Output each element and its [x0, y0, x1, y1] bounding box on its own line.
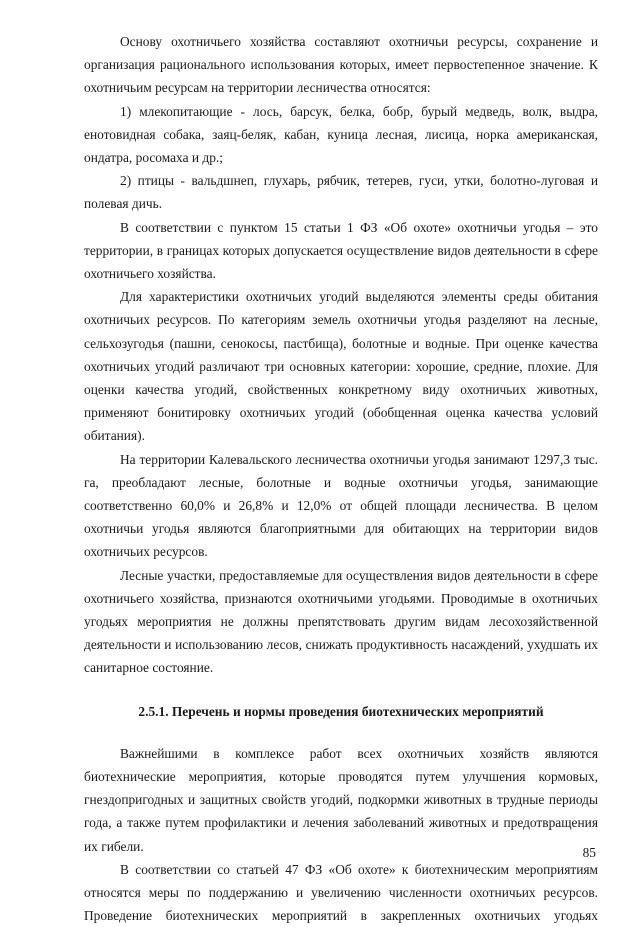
- document-page: [84, 30, 598, 927]
- paragraph-biotechnical-law: В соответствии со статьей 47 ФЗ «Об охоте» к биотехническим мероприятиям относятся меры по поддержанию и увеличению численности охотничьих ресурсов. Проведение биотехнических мероприятий в закрепленных охотничьих угодьях: [84, 861, 598, 924]
- paragraph-intro: Основу охотничьего хозяйства составляют охотничьи ресурсы, сохранение и организация рационального использования которых, имеет первостепенное значение. К охотничьим ресурсам на территории лесничества относятся:: [84, 34, 598, 96]
- paragraph-biotechnical-importance: Важнейшими в комплексе работ всех охотничьих хозяйств являются биотехнические мероприятия, которые проводятся путем улучшения кормовых, гнездопригодных и защитных свойств угодий, подкормки животных в трудные периоды года, а также путем профилактики и лечения заболеваний животных и предотвращения их гибели.: [84, 745, 598, 854]
- page-number: 85: [582, 845, 596, 860]
- section-heading: 2.5.1. Перечень и нормы проведения биотехнических мероприятий: [138, 703, 544, 719]
- paragraph-kalevala-territory: На территории Калевальского лесничества охотничьи угодья занимают 1297,3 тыс. га, преобладают лесные, болотные и водные охотничьи угодья, занимающие соответственно 60,0% и 26,8% и 12,0% от общей площади лесничества. В целом охотничьи угодья являются благоприятными для обитающих на территории видов охотничьих ресурсов.: [84, 451, 598, 560]
- paragraph-mammals: 1) млекопитающие - лось, барсук, белка, бобр, бурый медведь, волк, выдра, енотовидная собака, заяц-беляк, кабан, куница лесная, лисица, норка американская, ондатра, росомаха и др.;: [84, 103, 598, 166]
- paragraph-birds: 2) птицы - вальдшнеп, глухарь, рябчик, тетерев, гуси, утки, болотно-луговая и полевая дичь.: [84, 173, 598, 212]
- paragraph-hunting-grounds-definition: В соответствии с пунктом 15 статьи 1 ФЗ «Об охоте» охотничьи угодья – это территории, в границах которых допускается осуществление видов деятельности в сфере охотничьего хозяйства.: [84, 219, 598, 282]
- paragraph-forest-plots: Лесные участки, предоставляемые для осуществления видов деятельности в сфере охотничьего хозяйства, признаются охотничьими угодьями. Проводимые в охотничьих угодьях мероприятия не должны препятствовать другим видам лесохозяйственной деятельности и использованию лесов, снижать продуктивность насаждений, ухудшать их санитарное состояние.: [84, 567, 598, 676]
- paragraph-characteristics: Для характеристики охотничьих угодий выделяются элементы среды обитания охотничьих ресурсов. По категориям земель охотничьи угодья разделяют на лесные, сельхозугодья (пашни, сенокосы, пастбища), болотные и водные. При оценке качества охотничьих угодий различают три основных категории: хорошие, средние, плохие. Для оценки качества угодий, свойственных конкретному виду охотничьих животных, применяют бонитировку охотничьих угодий (обобщенная оценка качества условий обитания).: [84, 289, 598, 444]
